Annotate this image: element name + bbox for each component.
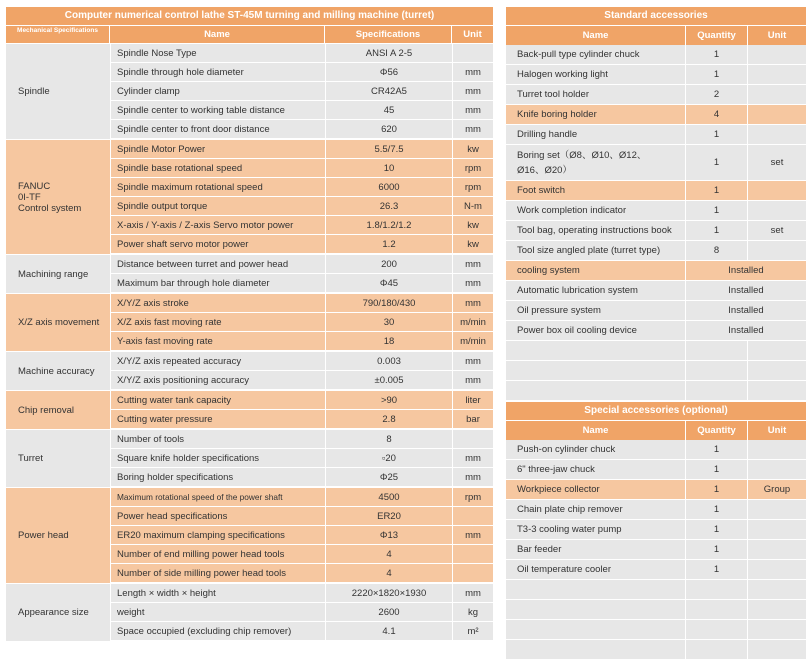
standard-accessories-title: Standard accessories (506, 7, 806, 25)
accessory-unit (747, 85, 806, 104)
spec-row (110, 159, 493, 178)
special-accessories-body (506, 440, 806, 660)
accessory-quantity: 1 (685, 520, 747, 539)
spec-row (110, 235, 493, 254)
specifications-table (6, 7, 493, 641)
spec-value: 10 (325, 159, 452, 177)
accessory-unit: Group (747, 480, 806, 499)
accessory-unit (747, 45, 806, 64)
empty-cell (747, 580, 806, 599)
accessory-row (506, 181, 806, 201)
spec-row (110, 468, 493, 487)
accessory-name: Power box oil cooling device (517, 325, 637, 336)
header-name: Name (110, 26, 325, 43)
spec-name: Spindle maximum rotational speed (110, 178, 325, 196)
accessory-unit: set (747, 221, 806, 240)
empty-cell (747, 361, 806, 380)
empty-cell (506, 361, 685, 380)
spec-value: 2600 (325, 603, 452, 621)
spec-row (110, 488, 493, 507)
accessory-quantity: 1 (685, 145, 747, 180)
empty-cell (506, 580, 685, 599)
spec-value: ▫20 (325, 449, 452, 467)
specifications-title: Computer numerical control lathe ST-45M turning and milling machine (turret) (6, 7, 493, 25)
accessory-row (506, 281, 806, 301)
accessory-name: Tool bag, operating instructions book (517, 225, 672, 236)
spec-row (110, 526, 493, 545)
spec-unit: mm (452, 352, 493, 370)
spec-name: Cylinder clamp (110, 82, 325, 100)
spec-unit: m/min (452, 332, 493, 350)
accessory-row (506, 520, 806, 540)
accessory-quantity: 1 (685, 125, 747, 144)
spec-unit: mm (452, 449, 493, 467)
spec-name: Spindle center to working table distance (110, 101, 325, 119)
special-accessories-header (506, 421, 806, 440)
accessory-installed: Installed (685, 261, 806, 280)
accessory-name: Drilling handle (517, 129, 578, 140)
accessory-unit (747, 500, 806, 519)
accessory-row (506, 301, 806, 321)
accessory-name: Halogen working light (517, 69, 608, 80)
standard-header-unit: Unit (747, 26, 806, 45)
group-rows (110, 584, 493, 641)
accessory-quantity: 1 (685, 45, 747, 64)
header-mechanical-specifications: Mechanical Specifications (6, 26, 110, 43)
accessory-quantity: 1 (685, 480, 747, 499)
accessory-row (506, 480, 806, 500)
empty-cell (506, 600, 685, 619)
accessory-row (506, 45, 806, 65)
accessory-name: Oil pressure system (517, 305, 601, 316)
special-header-quantity: Quantity (685, 421, 747, 440)
spec-row (110, 197, 493, 216)
accessory-row (506, 440, 806, 460)
spec-name: Y-axis fast moving rate (110, 332, 325, 350)
empty-cell (506, 381, 685, 400)
spec-name: Spindle output torque (110, 197, 325, 215)
accessory-unit (747, 540, 806, 559)
accessory-quantity: 1 (685, 460, 747, 479)
spec-value: ANSI A 2-5 (325, 44, 452, 62)
spec-name: Maximum bar through hole diameter (110, 274, 325, 292)
spec-group (6, 351, 493, 390)
spec-row (110, 449, 493, 468)
spec-unit (452, 545, 493, 563)
spec-row (110, 313, 493, 332)
header-specifications: Specifications (325, 26, 452, 43)
spec-value: 790/180/430 (325, 294, 452, 312)
spec-unit: mm (452, 82, 493, 100)
spec-value: 45 (325, 101, 452, 119)
spec-unit: mm (452, 63, 493, 81)
group-name: X/Z axis movement (18, 317, 100, 328)
accessory-name: Automatic lubrication system (517, 285, 638, 296)
empty-cell (506, 640, 685, 659)
special-accessories-title: Special accessories (optional) (506, 402, 806, 420)
spec-unit: rpm (452, 178, 493, 196)
accessory-row (506, 125, 806, 145)
accessory-row (506, 145, 806, 181)
accessory-unit (747, 520, 806, 539)
spec-value: ±0.005 (325, 371, 452, 389)
accessory-unit (747, 181, 806, 200)
accessory-name: Oil temperature cooler (517, 564, 611, 575)
spec-group (6, 254, 493, 293)
spec-unit: kg (452, 603, 493, 621)
spec-value: 1.2 (325, 235, 452, 253)
spec-name: Number of tools (110, 430, 325, 448)
spec-unit: mm (452, 584, 493, 602)
spec-unit: mm (452, 101, 493, 119)
spec-name: X/Z axis fast moving rate (110, 313, 325, 331)
spec-name: Power head specifications (110, 507, 325, 525)
accessory-unit (747, 460, 806, 479)
spec-name: Spindle Motor Power (110, 140, 325, 158)
accessory-name: Back-pull type cylinder chuck (517, 49, 640, 60)
spec-unit: bar (452, 410, 493, 428)
accessory-row (506, 221, 806, 241)
spec-row (110, 274, 493, 293)
empty-cell (685, 620, 747, 639)
group-rows (110, 488, 493, 583)
accessory-quantity: 1 (685, 500, 747, 519)
accessory-name: Chain plate chip remover (517, 504, 623, 515)
spec-row (110, 63, 493, 82)
spec-row (110, 430, 493, 449)
spec-value: 6000 (325, 178, 452, 196)
accessory-quantity: 1 (685, 440, 747, 459)
accessory-unit (747, 440, 806, 459)
accessory-installed: Installed (685, 301, 806, 320)
standard-header-name: Name (582, 30, 609, 41)
spec-group (6, 139, 493, 254)
spec-value: Φ56 (325, 63, 452, 81)
spec-value: 2220×1820×1930 (325, 584, 452, 602)
empty-row (506, 381, 806, 401)
accessory-installed: Installed (685, 321, 806, 340)
accessory-name: cooling system (517, 265, 580, 276)
empty-cell (685, 381, 747, 400)
spec-unit: mm (452, 526, 493, 544)
spec-name: ER20 maximum clamping specifications (110, 526, 325, 544)
accessory-quantity: 1 (685, 65, 747, 84)
accessory-name: Turret tool holder (517, 89, 589, 100)
empty-cell (747, 381, 806, 400)
empty-cell (747, 640, 806, 659)
spec-row (110, 332, 493, 351)
spec-name: Cutting water pressure (110, 410, 325, 428)
group-name: FANUC 0I-TF Control system (18, 180, 82, 214)
accessory-installed: Installed (685, 281, 806, 300)
group-rows (110, 391, 493, 429)
accessory-row (506, 560, 806, 580)
spec-name: Number of end milling power head tools (110, 545, 325, 563)
group-rows (110, 44, 493, 139)
group-name: Power head (18, 530, 69, 541)
accessory-unit (747, 201, 806, 220)
specifications-body (6, 43, 493, 641)
accessories-panel (506, 7, 806, 660)
spec-group (6, 487, 493, 583)
group-rows (110, 294, 493, 351)
group-name: Turret (18, 453, 43, 464)
spec-name: Boring holder specifications (110, 468, 325, 486)
spec-row (110, 545, 493, 564)
spec-unit: liter (452, 391, 493, 409)
group-name: Machine accuracy (18, 365, 95, 377)
empty-cell (747, 341, 806, 360)
spec-unit (452, 507, 493, 525)
empty-cell (747, 600, 806, 619)
spec-value: Φ45 (325, 274, 452, 292)
accessory-name: Tool size angled plate (turret type) (517, 245, 661, 256)
spec-value: 2.8 (325, 410, 452, 428)
spec-group (6, 293, 493, 351)
accessory-name: Boring set（Ø8、Ø10、Ø12、 Ø16、Ø20） (517, 150, 647, 176)
accessory-name: Push-on cylinder chuck (517, 444, 616, 455)
spec-unit: mm (452, 255, 493, 273)
group-rows (110, 352, 493, 390)
spec-unit: kw (452, 216, 493, 234)
specifications-header (6, 26, 493, 43)
spec-unit: rpm (452, 488, 493, 506)
spec-name: Spindle center to front door distance (110, 120, 325, 138)
spec-unit: mm (452, 468, 493, 486)
spec-value: 5.5/7.5 (325, 140, 452, 158)
spec-value: 200 (325, 255, 452, 273)
spec-name: Number of side milling power head tools (110, 564, 325, 582)
spec-value: 0.003 (325, 352, 452, 370)
accessory-quantity: 2 (685, 85, 747, 104)
accessory-name: Foot switch (517, 185, 566, 196)
empty-row (506, 580, 806, 600)
spec-group (6, 43, 493, 139)
empty-cell (685, 361, 747, 380)
spec-name: X/Y/Z axis repeated accuracy (110, 352, 325, 370)
spec-row (110, 82, 493, 101)
spec-group (6, 583, 493, 641)
accessory-row (506, 241, 806, 261)
empty-row (506, 341, 806, 361)
spec-value: Φ13 (325, 526, 452, 544)
group-name: Machining range (18, 268, 89, 280)
spec-value: 26.3 (325, 197, 452, 215)
empty-cell (685, 600, 747, 619)
spec-unit: kw (452, 140, 493, 158)
spec-unit: mm (452, 274, 493, 292)
empty-cell (506, 620, 685, 639)
spec-row (110, 622, 493, 641)
spec-name: X/Y/Z axis stroke (110, 294, 325, 312)
accessory-quantity: 8 (685, 241, 747, 260)
accessory-name: 6" three-jaw chuck (517, 464, 595, 475)
spec-name: Length × width × height (110, 584, 325, 602)
accessory-unit (747, 125, 806, 144)
accessory-name: Workpiece collector (517, 484, 600, 495)
spec-value: 8 (325, 430, 452, 448)
accessory-unit (747, 105, 806, 124)
empty-cell (506, 341, 685, 360)
standard-header-quantity: Quantity (685, 26, 747, 45)
spec-unit: m/min (452, 313, 493, 331)
spec-unit: rpm (452, 159, 493, 177)
spec-value: ER20 (325, 507, 452, 525)
spec-name: Spindle through hole diameter (110, 63, 325, 81)
spec-value: 18 (325, 332, 452, 350)
special-header-name: Name (582, 425, 609, 436)
spec-name: X/Y/Z axis positioning accuracy (110, 371, 325, 389)
group-rows (110, 140, 493, 254)
spec-name: weight (110, 603, 325, 621)
spec-group (6, 390, 493, 429)
spec-row (110, 294, 493, 313)
accessory-row (506, 105, 806, 125)
accessory-quantity: 1 (685, 221, 747, 240)
spec-row (110, 216, 493, 235)
spec-value: 4.1 (325, 622, 452, 640)
header-unit: Unit (463, 29, 482, 40)
accessory-quantity: 1 (685, 560, 747, 579)
group-name: Spindle (18, 86, 50, 97)
empty-row (506, 600, 806, 620)
spec-row (110, 371, 493, 390)
accessory-row (506, 261, 806, 281)
spec-name: Power shaft servo motor power (110, 235, 325, 253)
spec-row (110, 564, 493, 583)
accessory-row (506, 201, 806, 221)
accessory-unit (747, 241, 806, 260)
standard-accessories-header (506, 26, 806, 45)
spec-group (6, 429, 493, 487)
group-rows (110, 255, 493, 293)
accessory-name: Work completion indicator (517, 205, 627, 216)
spec-value: 1.8/1.2/1.2 (325, 216, 452, 234)
spec-name: Space occupied (excluding chip remover) (110, 622, 325, 640)
spec-value: Φ25 (325, 468, 452, 486)
special-header-unit: Unit (747, 421, 806, 440)
accessory-unit (747, 560, 806, 579)
spec-row (110, 391, 493, 410)
accessory-quantity: 1 (685, 540, 747, 559)
spec-row (110, 352, 493, 371)
spec-row (110, 44, 493, 63)
spec-row (110, 255, 493, 274)
spec-row (110, 410, 493, 429)
accessory-row (506, 85, 806, 105)
spec-name: Distance between turret and power head (110, 255, 325, 273)
empty-row (506, 620, 806, 640)
spec-value: 620 (325, 120, 452, 138)
spec-name: Spindle Nose Type (110, 44, 325, 62)
group-name: Chip removal (18, 404, 74, 416)
accessory-unit: set (747, 145, 806, 180)
spec-name: X-axis / Y-axis / Z-axis Servo motor power (110, 216, 325, 234)
empty-cell (685, 341, 747, 360)
group-rows (110, 430, 493, 487)
accessory-quantity: 4 (685, 105, 747, 124)
accessory-row (506, 500, 806, 520)
spec-row (110, 101, 493, 120)
empty-cell (685, 580, 747, 599)
accessory-name: T3-3 cooling water pump (517, 524, 622, 535)
accessory-quantity: 1 (685, 181, 747, 200)
empty-cell (747, 620, 806, 639)
standard-accessories-body (506, 45, 806, 401)
spec-value: 30 (325, 313, 452, 331)
spec-unit: mm (452, 120, 493, 138)
spec-unit (452, 44, 493, 62)
accessory-row (506, 321, 806, 341)
spec-unit: mm (452, 371, 493, 389)
spec-name: Cutting water tank capacity (110, 391, 325, 409)
spec-row (110, 584, 493, 603)
spec-value: 4 (325, 564, 452, 582)
accessory-row (506, 460, 806, 480)
spec-name: Square knife holder specifications (110, 449, 325, 467)
spec-unit: kw (452, 235, 493, 253)
spec-row (110, 603, 493, 622)
spec-unit: mm (452, 294, 493, 312)
spec-value: >90 (325, 391, 452, 409)
spec-unit (452, 564, 493, 582)
spec-row (110, 140, 493, 159)
spec-unit: m² (452, 622, 493, 640)
group-name: Appearance size (18, 607, 89, 618)
spec-row (110, 178, 493, 197)
accessory-row (506, 65, 806, 85)
spec-name: Maximum rotational speed of the power shaft (110, 488, 325, 506)
accessory-quantity: 1 (685, 201, 747, 220)
empty-row (506, 361, 806, 381)
spec-unit (452, 430, 493, 448)
empty-row (506, 640, 806, 660)
accessory-unit (747, 65, 806, 84)
empty-cell (685, 640, 747, 659)
spec-row (110, 120, 493, 139)
spec-unit: N-m (452, 197, 493, 215)
spec-row (110, 507, 493, 526)
spec-value: 4500 (325, 488, 452, 506)
spec-value: CR42A5 (325, 82, 452, 100)
accessory-name: Bar feeder (517, 544, 562, 555)
spec-value: 4 (325, 545, 452, 563)
spec-name: Spindle base rotational speed (110, 159, 325, 177)
accessory-name: Knife boring holder (517, 109, 597, 120)
accessory-row (506, 540, 806, 560)
